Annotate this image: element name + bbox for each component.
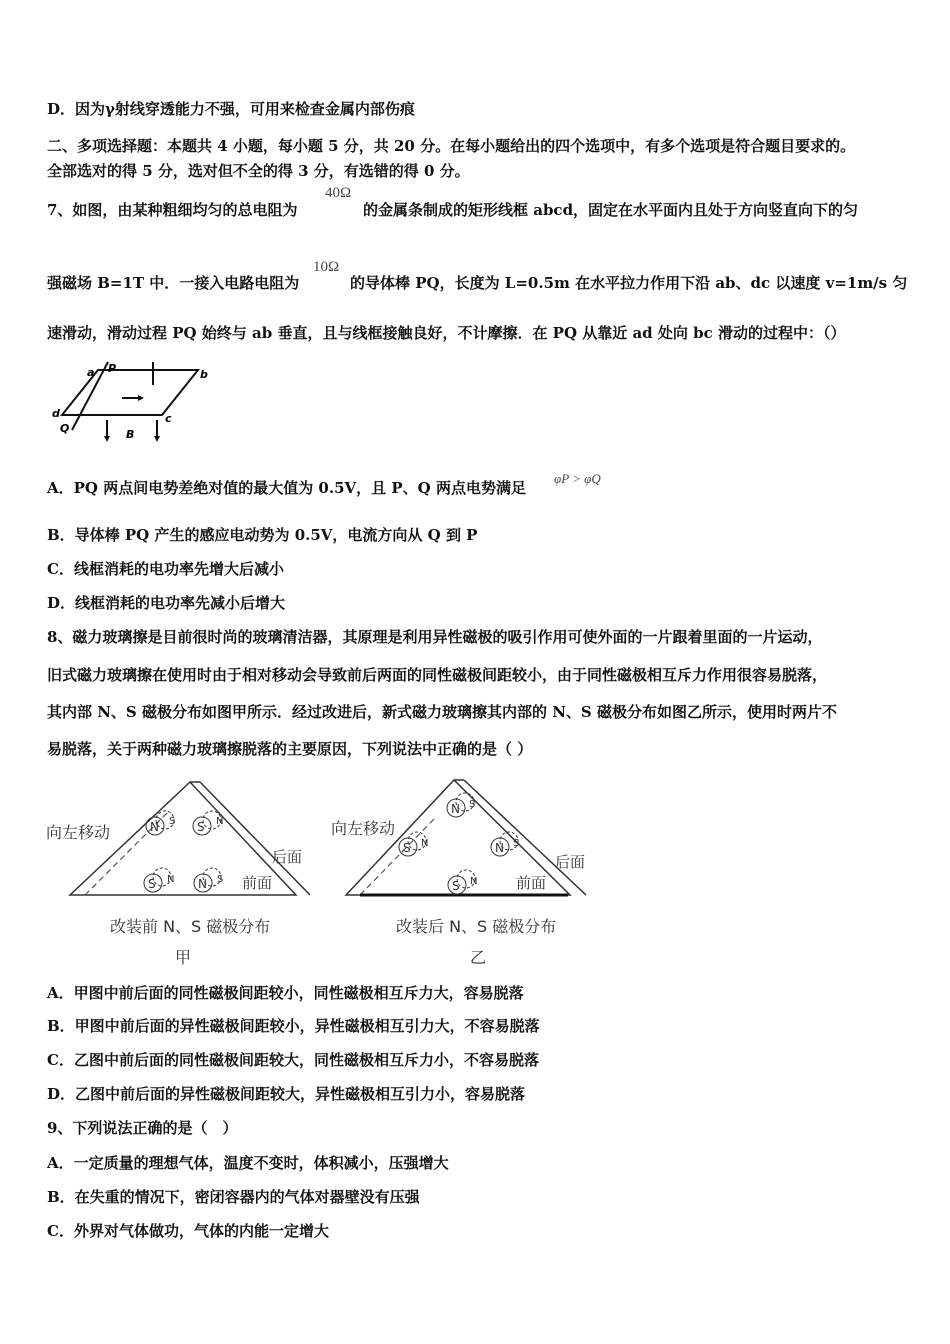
q9-option-b: B．在失重的情况下，密闭容器内的气体对器壁没有压强 [47,1188,420,1206]
q9-stem: 9、下列说法正确的是（ ） [47,1119,238,1137]
q7-line1-a: 7、如图，由某种粗细均匀的总电阻为 [47,201,298,219]
q8-line1: 8、磁力玻璃擦是目前很时尚的玻璃清洁器，其原理是利用异性磁极的吸引作用可使外面的一片跟着里面的一片运动， [47,628,823,646]
q7-option-a: A．PQ 两点间电势差绝对值的最大值为 0.5V，且 P、Q 两点电势满足 [47,479,526,497]
label-c: c [165,412,172,425]
label-d: d [52,407,60,420]
label-a: a [87,366,95,379]
jia-pole-n4: N [198,877,207,891]
q9-option-a: A．一定质量的理想气体，温度不变时，体积减小，压强增大 [47,1154,449,1172]
figure-yi [331,780,586,967]
jia-pole-s3: S [148,877,156,891]
section-2-heading: 二、多项选择题：本题共 4 小题，每小题 5 分，共 20 分。在每小题给出的四个选项中，有多个选项是符合题目要求的。 [47,137,856,155]
q7-option-b: B．导体棒 PQ 产生的感应电动势为 0.5V，电流方向从 Q 到 P [47,526,478,544]
label-b: b [200,368,208,381]
q7-potential-inequality: φP > φQ [554,471,601,486]
yi-pole-s3: S [513,838,520,849]
figure-jia [46,782,310,967]
jia-pole-n1: N [150,820,159,834]
q7-line1-b: 的金属条制成的矩形线框 abcd，固定在水平面内且处于方向竖直向下的匀 [363,201,859,219]
yi-pole-n4: N [470,876,478,887]
jia-move-label: 向左移动 [46,823,111,842]
jia-back-label: 后面 [272,848,303,866]
yi-pole-n2: N [421,838,429,849]
yi-pole-n1: N [451,802,460,816]
q8-option-c: C．乙图中前后面的同性磁极间距较大，同性磁极相互斥力小，不容易脱落 [47,1051,539,1069]
q7-option-d: D．线框消耗的电功率先减小后增大 [47,594,286,612]
yi-label: 乙 [470,948,487,967]
q7-line3: 速滑动，滑动过程 PQ 始终与 ab 垂直，且与线框接触良好，不计摩擦．在 PQ 从靠近 ad 处向 bc 滑动的过程中：（） [47,324,846,342]
q9-option-c: C．外界对气体做功，气体的内能一定增大 [47,1222,329,1240]
jia-pole-n2: N [216,816,224,827]
q7-rod-resistance: 10Ω [313,259,340,275]
q8-line4: 易脱落，关于两种磁力玻璃擦脱落的主要原因，下列说法中正确的是（ ） [47,740,533,758]
yi-caption: 改装后 N、S 磁极分布 [396,917,557,936]
q8-option-a: A．甲图中前后面的同性磁极间距较小，同性磁极相互斥力大，容易脱落 [47,984,524,1002]
jia-pole-n3: N [167,874,175,885]
q7-option-c: C．线框消耗的电功率先增大后减小 [47,560,284,578]
yi-pole-s2: S [403,841,411,855]
label-p: P [108,362,117,375]
jia-pole-s2: S [197,820,205,834]
jia-pole-s1: S [169,816,176,827]
velocity-arrowhead [138,395,144,401]
yi-pole-s4: S [452,879,460,893]
jia-pole-s4: S [217,874,224,885]
label-b-field: B [126,428,135,441]
q7-figure [50,360,220,448]
jia-label: 甲 [175,948,192,967]
field-arrow-2 [154,436,160,442]
q7-line2-b: 的导体棒 PQ，长度为 L=0.5m 在水平拉力作用下沿 ab、dc 以速度 v=1m/s 匀 [350,274,908,292]
section-2-scoring: 全部选对的得 5 分，选对但不全的得 3 分，有选错的得 0 分。 [47,162,470,180]
field-arrow-1 [104,436,110,442]
jia-front-label: 前面 [242,874,273,892]
q7-total-resistance: 40Ω [325,185,352,201]
q8-option-b: B．甲图中前后面的异性磁极间距较小，异性磁极相互引力大，不容易脱落 [47,1017,540,1035]
q7-line2-a: 强磁场 B=1T 中．一接入电路电阻为 [47,274,300,292]
q8-line3: 其内部 N、S 磁极分布如图甲所示．经过改进后，新式磁力玻璃擦其内部的 N、S 磁极分布如图乙所示，使用时两片不 [47,703,837,721]
option-d-previous: D．因为γ射线穿透能力不强，可用来检查金属内部伤痕 [47,100,415,118]
yi-back-label: 后面 [555,853,586,871]
label-q: Q [60,422,70,435]
yi-move-label: 向左移动 [331,819,396,838]
yi-pole-n3: N [495,841,504,855]
yi-pole-s1: S [469,799,476,810]
q8-option-d: D．乙图中前后面的异性磁极间距较大，异性磁极相互引力小，容易脱落 [47,1085,526,1103]
q8-figure [40,770,630,975]
yi-front-label: 前面 [516,874,547,892]
jia-caption: 改装前 N、S 磁极分布 [110,917,271,936]
q8-line2: 旧式磁力玻璃擦在使用时由于相对移动会导致前后两面的同性磁极间距较小，由于同性磁极相互斥力作用很容易脱落， [47,666,828,684]
